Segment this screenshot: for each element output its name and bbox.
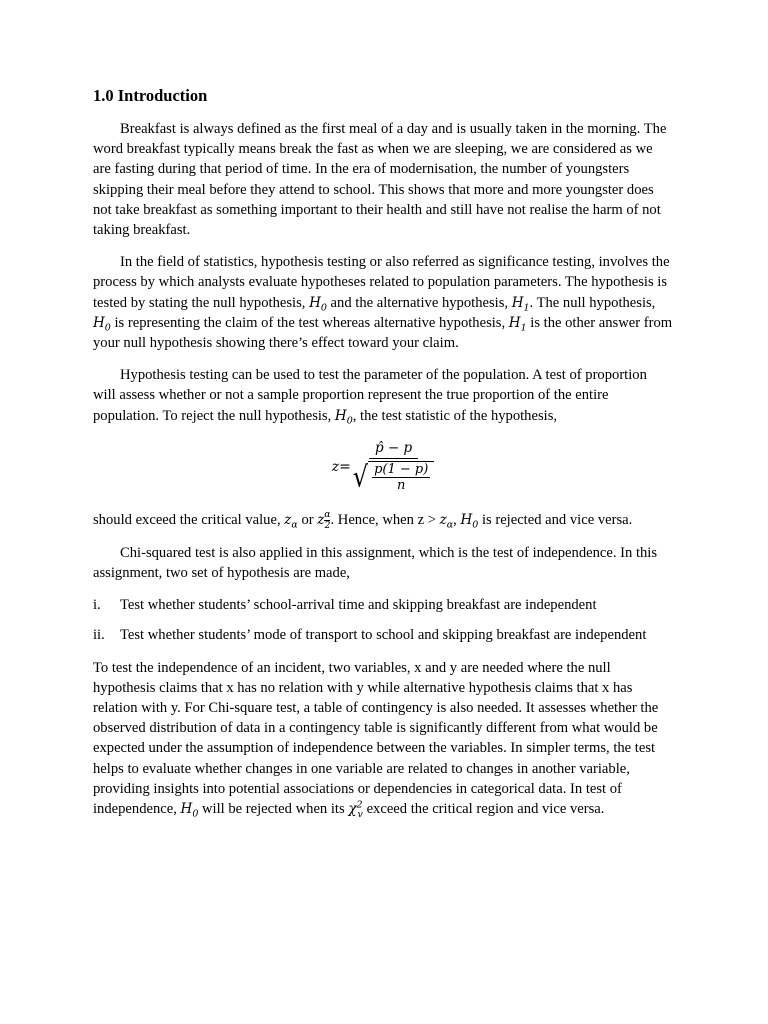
list-marker: ii. [93, 627, 105, 644]
h1-symbol: $H_1$ [511, 294, 530, 314]
document-content [93, 86, 673, 831]
z-alpha-symbol: $z_\alpha$ [439, 511, 454, 531]
formula-denominator [353, 459, 435, 493]
h1-symbol: $H_1$ [508, 314, 527, 334]
list-item-text: Test whether students’ mode of transport to school and skipping breakfast are independent [120, 627, 647, 644]
radicand-numerator: p(1 − p) [374, 462, 429, 478]
paragraph-proportion-test: Hypothesis testing can be used to test the parameter of the population. A test of proportion will assess whether or not a sample proportion represent the true proportion of the entire population. To reject the null hypothesis, $H_0$, the test statistic of the hypothesis, [93, 367, 647, 427]
paragraph-independence: To test the independence of an incident, two variables, x and y are needed where the null hypothesis claims that x has no relation with y while alternative hypothesis claims that x has relation with y. For Chi-square test, a table of contingency is also needed. It assesses whether the observed distribution of data in a contingency table is significantly different from what would be expected under the assumption of independence between the variables. In simpler terms, the test helps to evaluate whether changes in one variable are related to changes in another variable, providing insights into potential associations or dependencies in categorical data. In test of independence, $H_0$ will be rejected when its $\chi^2_v$ exceed the critical region and vice versa. [93, 659, 659, 820]
paragraph-breakfast: Breakfast is always defined as the first meal of a day and is usually taken in the morning. The word breakfast typically means break the fast as when we are sleeping, we are considered as we are fasting during that period of time. In the era of modernisation, the number of youngsters skipping their meal before they attend to school. This shows that more and more youngster does not take breakfast as something important to their health and still have not realise the harm of not taking breakfast. [93, 121, 667, 239]
h0-symbol: $H_0$ [334, 407, 353, 427]
sqrt-icon: √ [352, 460, 369, 495]
z-alpha-symbol: $z_\alpha$ [284, 511, 298, 531]
formula-lhs: z= [331, 458, 351, 475]
h0-symbol: $H_0$ [309, 294, 327, 314]
list-item [93, 625, 673, 645]
formula-fraction [353, 440, 435, 493]
list-item-text: Test whether students’ school-arrival time and skipping breakfast are independent [120, 597, 597, 614]
list-marker: i. [93, 597, 101, 614]
list-item [93, 595, 673, 615]
h0-symbol: $H_0$ [460, 511, 479, 531]
h0-symbol: $H_0$ [93, 314, 111, 334]
radicand-denominator: n [397, 478, 406, 494]
chi-square-symbol: $\chi^2_v$ [348, 799, 363, 820]
z-statistic-formula [93, 438, 673, 496]
paragraph-hypothesis: In the field of statistics, hypothesis testing or also referred as significance testing, involves the process by which analysts evaluate hypotheses related to population parameters. The hypothesis is tested by stating the null hypothesis, $H_0$ and the alternative hypothesis, $H_1$. The null hypothesis, $H_0$ is representing the claim of the test whereas alternative hypothesis, $H_1$ is the other answer from your null hypothesis showing there’s effect toward your claim. [93, 254, 673, 352]
hypothesis-list [93, 595, 673, 645]
formula-radicand [368, 461, 434, 493]
paragraph-critical-value: should exceed the critical value, $z_\alpha$ or z $\frac{\alpha}{2}$ . Hence, when $z > z_\alpha$, $H_0$ is rejected and vice versa. [93, 509, 633, 531]
formula-numerator: p̂ − p [369, 440, 418, 459]
z-half-alpha-symbol: z $\frac{\alpha}{2}$ [317, 509, 331, 531]
paragraph-chi-squared: Chi-squared test is also applied in this assignment, which is the test of independence. In this assignment, two set of hypothesis are made, [93, 544, 658, 582]
h0-symbol: $H_0$ [180, 801, 199, 820]
section-heading: 1.0 Introduction [93, 86, 208, 105]
